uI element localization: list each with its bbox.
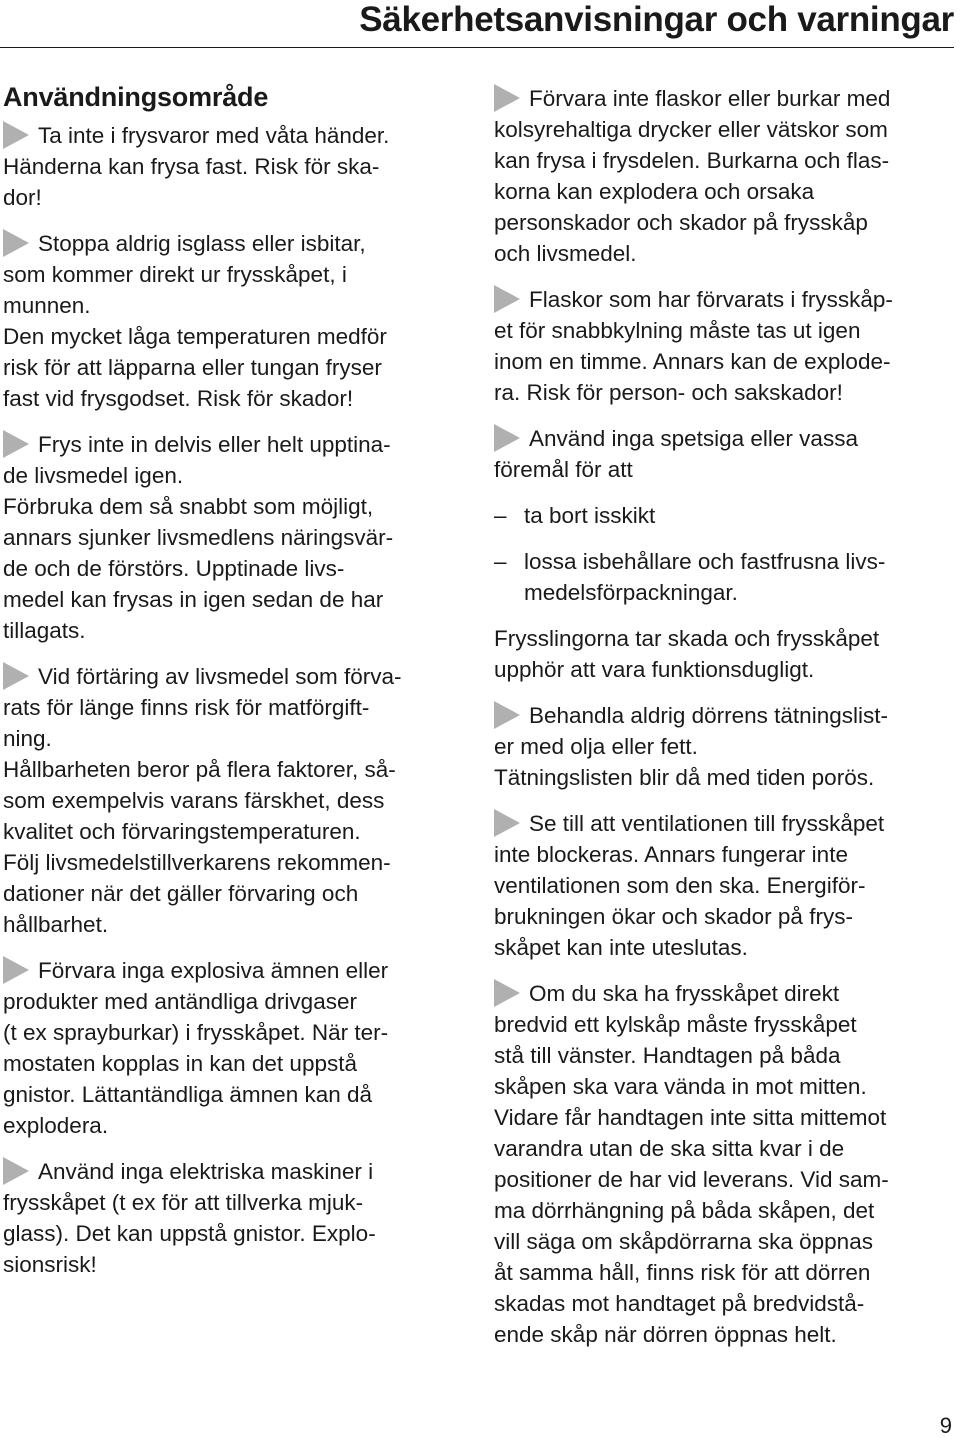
right-column <box>494 83 949 1365</box>
warning-arrow-icon <box>494 424 520 452</box>
warning-item <box>3 120 453 213</box>
warning-item <box>3 1156 453 1280</box>
line-text: gnistor. Lättantändliga ämnen kan då <box>3 1082 373 1107</box>
line-text: frysskåpet (t ex för att tillverka mjuk- <box>3 1190 364 1215</box>
line-text: kvalitet och förvaringstemperaturen. <box>3 819 361 844</box>
dash-bullet: – <box>494 549 507 574</box>
warning-item <box>494 700 949 793</box>
line-text: föremål för att <box>494 457 633 482</box>
line-text: Se till att ventilationen till frysskåpet <box>529 811 885 836</box>
warning-item <box>3 228 453 414</box>
line-text: Förvara inga explosiva ämnen eller <box>38 958 389 983</box>
dash-bullet: – <box>494 503 507 528</box>
line-text: Ta inte i frysvaror med våta händer. <box>38 123 390 148</box>
text-line <box>494 1164 949 1195</box>
text-line <box>494 207 949 238</box>
warning-item <box>494 284 949 408</box>
line-text: Tätningslisten blir då med tiden porös. <box>494 765 875 790</box>
text-line <box>3 615 453 646</box>
line-text: munnen. <box>3 293 91 318</box>
warning-arrow-icon <box>3 956 29 984</box>
line-text: vill säga om skåpdörrarna ska öppnas <box>494 1229 873 1254</box>
plain-paragraph <box>494 623 949 685</box>
text-line <box>494 83 949 114</box>
line-text: dor! <box>3 185 42 210</box>
text-line <box>3 878 453 909</box>
warning-item <box>3 955 453 1141</box>
line-text: (t ex sprayburkar) i frysskåpet. När ter- <box>3 1020 389 1045</box>
text-line <box>3 1017 453 1048</box>
line-text: Flaskor som har förvarats i frysskåp- <box>529 287 893 312</box>
line-text: Behandla aldrig dörrens tätningslist- <box>529 703 888 728</box>
line-text: Förbruka dem så snabbt som möjligt, <box>3 494 374 519</box>
text-line <box>494 978 949 1009</box>
text-line <box>494 1319 949 1350</box>
warning-arrow-icon <box>494 809 520 837</box>
line-text: ma dörrhängning på båda skåpen, det <box>494 1198 875 1223</box>
text-line <box>3 228 453 259</box>
right-items-b <box>494 700 949 1350</box>
line-text: Vid förtäring av livsmedel som förva- <box>38 664 402 689</box>
text-line <box>494 1040 949 1071</box>
text-line <box>3 723 453 754</box>
text-line <box>494 700 949 731</box>
text-line <box>494 1009 949 1040</box>
text-line <box>3 460 453 491</box>
text-line <box>3 182 453 213</box>
text-line <box>494 315 949 346</box>
text-line <box>494 1133 949 1164</box>
line-text: ra. Risk för person- och sakskador! <box>494 380 843 405</box>
left-items <box>3 120 453 1280</box>
warning-arrow-icon <box>494 285 520 313</box>
text-line <box>3 429 453 460</box>
line-text: kolsyrehaltiga drycker eller vätskor som <box>494 117 888 142</box>
line-text: kan frysa i frysdelen. Burkarna och flas- <box>494 148 890 173</box>
line-text: de och de förstörs. Upptinade livs- <box>3 556 345 581</box>
warning-item <box>3 429 453 646</box>
text-line <box>494 808 949 839</box>
text-line <box>494 145 949 176</box>
line-text: upphör att vara funktionsdugligt. <box>494 657 815 682</box>
line-text: er med olja eller fett. <box>494 734 698 759</box>
line-text: de livsmedel igen. <box>3 463 184 488</box>
text-line <box>3 661 453 692</box>
line-text: explodera. <box>3 1113 109 1138</box>
line-text: inte blockeras. Annars fungerar inte <box>494 842 848 867</box>
text-line <box>494 176 949 207</box>
warning-arrow-icon <box>3 1157 29 1185</box>
right-items-a <box>494 83 949 485</box>
line-text: risk för att läpparna eller tungan fryser <box>3 355 382 380</box>
text-line <box>494 932 949 963</box>
text-line <box>494 1226 949 1257</box>
warning-item <box>494 83 949 269</box>
line-text: åt samma håll, finns risk för att dörren <box>494 1260 871 1285</box>
text-line <box>3 491 453 522</box>
line-text: som exempelvis varans färskhet, dess <box>3 788 385 813</box>
line-text: mostaten kopplas in kan det uppstå <box>3 1051 357 1076</box>
text-line <box>494 1195 949 1226</box>
text-line <box>3 120 453 151</box>
text-line <box>494 762 949 793</box>
text-line <box>3 955 453 986</box>
text-line <box>3 1048 453 1079</box>
text-line <box>494 1257 949 1288</box>
text-line <box>494 454 949 485</box>
text-line <box>3 754 453 785</box>
text-line <box>3 290 453 321</box>
line-text: glass). Det kan uppstå gnistor. Explo- <box>3 1221 376 1246</box>
page-number: 9 <box>939 1413 952 1438</box>
text-line <box>494 901 949 932</box>
warning-item <box>494 978 949 1350</box>
line-text: ning. <box>3 726 52 751</box>
line-text: produkter med antändliga drivgaser <box>3 989 357 1014</box>
line-text: Hållbarheten beror på flera faktorer, så- <box>3 757 396 782</box>
line-text: Använd inga elektriska maskiner i <box>38 1159 374 1184</box>
line-text: bredvid ett kylskåp måste frysskåpet <box>494 1012 857 1037</box>
line-text: skåpet kan inte uteslutas. <box>494 935 748 960</box>
line-text: hållbarhet. <box>3 912 109 937</box>
warning-arrow-icon <box>494 979 520 1007</box>
line-text: stå till vänster. Handtagen på båda <box>494 1043 841 1068</box>
text-line <box>524 500 949 531</box>
dash-list <box>494 500 949 608</box>
warning-arrow-icon <box>3 662 29 690</box>
text-line <box>494 346 949 377</box>
text-line <box>3 816 453 847</box>
text-line <box>3 785 453 816</box>
text-line <box>524 546 949 577</box>
line-text: korna kan explodera och orsaka <box>494 179 815 204</box>
text-line <box>3 847 453 878</box>
text-line <box>3 909 453 940</box>
line-text: skåpen ska vara vända in mot mitten. <box>494 1074 867 1099</box>
text-line <box>494 1071 949 1102</box>
warning-item <box>494 423 949 485</box>
line-text: som kommer direkt ur frysskåpet, i <box>3 262 347 287</box>
text-line <box>3 1110 453 1141</box>
line-text: Stoppa aldrig isglass eller isbitar, <box>38 231 366 256</box>
text-line <box>494 654 949 685</box>
text-line <box>3 1079 453 1110</box>
line-text: medelsförpackningar. <box>524 580 738 605</box>
left-column <box>3 80 453 1295</box>
dash-list-item <box>494 546 949 608</box>
dash-list-item <box>494 500 949 531</box>
line-text: dationer när det gäller förvaring och <box>3 881 359 906</box>
line-text: Använd inga spetsiga eller vassa <box>529 426 858 451</box>
page-title: Säkerhetsanvisningar och varningar <box>359 0 954 39</box>
warning-item <box>494 808 949 963</box>
line-text: rats för länge finns risk för matförgift- <box>3 695 370 720</box>
text-line <box>494 839 949 870</box>
line-text: Frys inte in delvis eller helt upptina- <box>38 432 391 457</box>
section-heading: Användningsområde <box>3 82 269 112</box>
line-text: ende skåp när dörren öppnas helt. <box>494 1322 837 1347</box>
text-line <box>3 692 453 723</box>
text-line <box>3 1156 453 1187</box>
text-line <box>3 1218 453 1249</box>
header-divider <box>0 47 954 48</box>
text-line <box>524 577 949 608</box>
line-text: sionsrisk! <box>3 1252 97 1277</box>
text-line <box>3 584 453 615</box>
text-line <box>494 1288 949 1319</box>
text-line <box>494 731 949 762</box>
line-text: Förvara inte flaskor eller burkar med <box>529 86 891 111</box>
warning-item <box>3 661 453 940</box>
warning-arrow-icon <box>3 229 29 257</box>
text-line <box>3 352 453 383</box>
text-line <box>494 377 949 408</box>
line-text: och livsmedel. <box>494 241 637 266</box>
warning-arrow-icon <box>494 84 520 112</box>
line-text: Vidare får handtagen inte sitta mittemot <box>494 1105 887 1130</box>
text-line <box>494 623 949 654</box>
line-text: varandra utan de ska sitta kvar i de <box>494 1136 845 1161</box>
line-text: Följ livsmedelstillverkarens rekommen- <box>3 850 391 875</box>
text-line <box>494 423 949 454</box>
line-text: et för snabbkylning måste tas ut igen <box>494 318 861 343</box>
text-line <box>3 259 453 290</box>
text-line <box>3 321 453 352</box>
text-line <box>3 1187 453 1218</box>
line-text: personskador och skador på frysskåp <box>494 210 868 235</box>
text-line <box>494 238 949 269</box>
warning-arrow-icon <box>3 121 29 149</box>
line-text: inom en timme. Annars kan de explode- <box>494 349 891 374</box>
line-text: Den mycket låga temperaturen medför <box>3 324 387 349</box>
text-line <box>494 1102 949 1133</box>
text-line <box>3 383 453 414</box>
line-text: annars sjunker livsmedlens näringsvär- <box>3 525 394 550</box>
text-line <box>3 1249 453 1280</box>
line-text: tillagats. <box>3 618 86 643</box>
text-line <box>3 522 453 553</box>
line-text: Om du ska ha frysskåpet direkt <box>529 981 840 1006</box>
line-text: Frysslingorna tar skada och frysskåpet <box>494 626 880 651</box>
line-text: skadas mot handtaget på bredvidstå- <box>494 1291 865 1316</box>
paragraph <box>494 623 949 685</box>
line-text: fast vid frysgodset. Risk för skador! <box>3 386 354 411</box>
text-line <box>494 114 949 145</box>
text-line <box>3 553 453 584</box>
text-line <box>494 284 949 315</box>
warning-arrow-icon <box>3 430 29 458</box>
text-line <box>3 986 453 1017</box>
line-text: Händerna kan frysa fast. Risk för ska- <box>3 154 380 179</box>
line-text: lossa isbehållare och fastfrusna livs- <box>524 549 886 574</box>
line-text: positioner de har vid leverans. Vid sam- <box>494 1167 889 1192</box>
text-line <box>494 870 949 901</box>
line-text: ventilationen som den ska. Energiför- <box>494 873 866 898</box>
line-text: medel kan frysas in igen sedan de har <box>3 587 384 612</box>
line-text: brukningen ökar och skador på frys- <box>494 904 853 929</box>
line-text: ta bort isskikt <box>524 503 656 528</box>
text-line <box>3 151 453 182</box>
warning-arrow-icon <box>494 701 520 729</box>
